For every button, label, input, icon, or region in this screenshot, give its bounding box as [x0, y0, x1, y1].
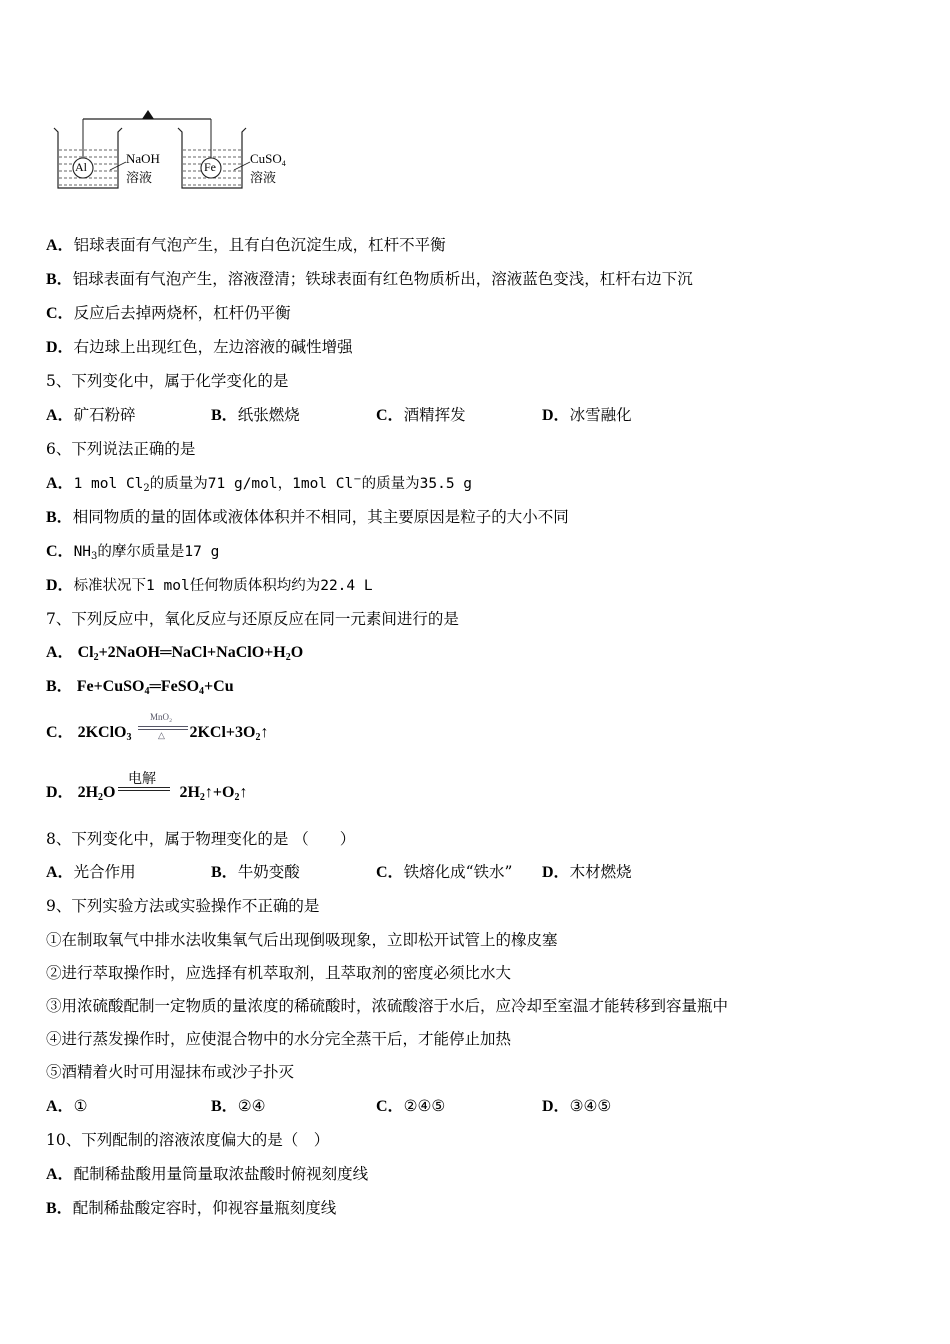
q5-option-a: A．矿石粉碎: [46, 406, 136, 424]
q9-item-5: ⑤酒精着火时可用湿抹布或沙子扑灭: [46, 1063, 295, 1081]
left-solution-label-2: 溶液: [126, 171, 153, 186]
q5-option-d: D．冰雪融化: [542, 406, 632, 424]
q5-option-b: B．纸张燃烧: [211, 406, 300, 424]
q9-item-3: ③用浓硫酸配制一定物质的量浓度的稀硫酸时，浓硫酸溶于水后，应冷却至室温才能转移到容量瓶中: [46, 997, 729, 1015]
left-beaker-icon: [54, 128, 122, 188]
fulcrum-icon: [142, 110, 154, 119]
left-solution-label: NaOH: [126, 151, 160, 166]
q7-option-b: B． Fe+CuSO$_4$═FeSO$_4$+Cu: [46, 678, 234, 697]
lever-beaker-figure: [48, 100, 308, 200]
q9-item-2: ②进行萃取操作时，应选择有机萃取剂，且萃取剂的密度必须比水大: [46, 964, 512, 982]
q7d-electrolysis-label: 电解: [128, 771, 156, 787]
q9-option-c: C．②④⑤: [376, 1097, 446, 1115]
q10-option-b: B．配制稀盐酸定容时，仰视容量瓶刻度线: [46, 1199, 337, 1217]
q8-option-a: A．光合作用: [46, 863, 136, 881]
q8-option-c: C．铁熔化成“铁水”: [376, 863, 513, 881]
q8-option-b: B．牛奶变酸: [211, 863, 300, 881]
q6-option-b: B．相同物质的量的固体或液体体积并不相同，其主要原因是粒子的大小不同: [46, 508, 569, 526]
q7-option-d: D． $2H_2O$ $2H_2↑+O_2↑$: [46, 784, 248, 803]
q9-item-4: ④进行蒸发操作时，应使混合物中的水分完全蒸干后，才能停止加热: [46, 1030, 512, 1048]
q5-stem: 5、下列变化中，属于化学变化的是: [46, 372, 289, 390]
q6-option-d: D．标准状况下1 mol任何物质体积均约为22.4 L: [46, 577, 373, 594]
q6-option-a: A．1 mol $Cl_2$的质量为71 g/mol，1mol Cl−的质量为35.5 g: [46, 474, 473, 494]
q10-stem: 10、下列配制的溶液浓度偏大的是（ ）: [46, 1131, 330, 1149]
q10-option-a: A．配制稀盐酸用量筒量取浓盐酸时俯视刻度线: [46, 1165, 369, 1183]
right-solution-label-2: 溶液: [250, 171, 277, 186]
right-metal-label: Fe: [204, 160, 216, 174]
q5-option-c: C．酒精挥发: [376, 406, 466, 424]
q4-option-d: D．右边球上出现红色，左边溶液的碱性增强: [46, 338, 353, 356]
q7-stem: 7、下列反应中，氧化反应与还原反应在同一元素间进行的是: [46, 610, 459, 628]
q9-item-1: ①在制取氧气中排水法收集氧气后出现倒吸现象，立即松开试管上的橡皮塞: [46, 931, 558, 949]
q4-option-c: C．反应后去掉两烧杯，杠杆仍平衡: [46, 304, 291, 322]
q9-option-d: D．③④⑤: [542, 1097, 612, 1115]
q4-option-a: A．铝球表面有气泡产生，且有白色沉淀生成，杠杆不平衡: [46, 236, 446, 254]
q9-option-a: A．①: [46, 1097, 88, 1115]
q8-option-d: D．木材燃烧: [542, 863, 632, 881]
q7c-catalyst-label: MnO₂: [150, 712, 173, 722]
right-solution-label: CuSO$_4$: [250, 151, 286, 168]
q7-option-a: A． $Cl_2+2NaOH═NaCl+NaClO+H_2O$: [46, 644, 304, 663]
q7-option-c: C． 2KClO$_3$ $2KCl+3O_2↑$: [46, 724, 269, 743]
q9-stem: 9、下列实验方法或实验操作不正确的是: [46, 897, 320, 915]
q9-option-b: B．②④: [211, 1097, 266, 1115]
q6-option-c: C．$NH_3$的摩尔质量是17 g: [46, 543, 220, 562]
q7c-heat-label: △: [158, 730, 165, 740]
left-metal-label: Al: [75, 160, 87, 174]
q7d-reaction-sign: [118, 787, 170, 791]
q6-stem: 6、下列说法正确的是: [46, 440, 196, 458]
q4-option-b: B．铝球表面有气泡产生，溶液澄清；铁球表面有红色物质析出，溶液蓝色变浅，杠杆右边下沉: [46, 270, 693, 288]
q8-stem: 8、下列变化中，属于物理变化的是 （ ）: [46, 830, 356, 848]
